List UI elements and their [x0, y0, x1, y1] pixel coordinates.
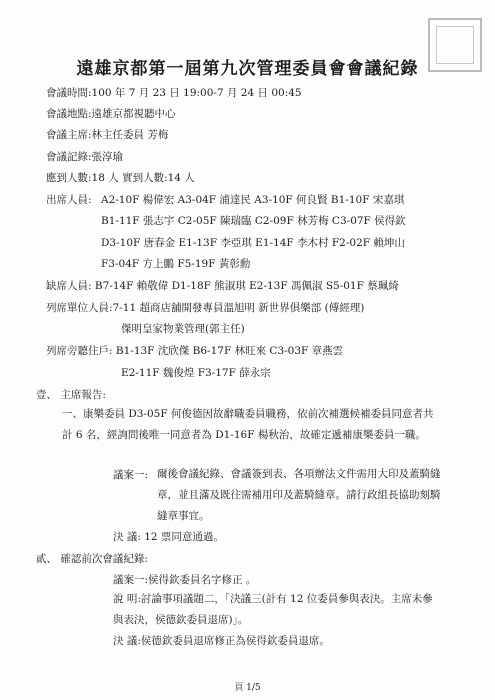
observing-residents-cont: E2-11F 魏俊煌 F3-17F 薛永宗 — [121, 367, 271, 379]
present-label: 出席人員: — [46, 194, 92, 206]
report-item: 一、康樂委員 D3-05F 何俊德因故辭職委員職務，依前次補選候補委員同意者共計 6 名，經詢問後唯一同意者為 D1-16F 楊秋治，故確定遞補康樂委員一職。 — [62, 408, 434, 441]
present-line: F3-04F 方上鵬 F5-19F 黃彰勳 — [101, 258, 251, 270]
page-number: 頁 1/5 — [234, 683, 261, 693]
explanation: 說 明:討論事項議題二，「決議三(計有 12 位委員參與表決。主席未參與表決，侯德欽委員退席)」。 — [113, 593, 433, 626]
present-line: A2-10F 楊偉宏 A3-04F 浦達民 A3-10F 何良賢 B1-10F 宋嘉琪 — [101, 194, 405, 206]
attending-units-cont: 傑明皇家物業管理(郭主任) — [121, 323, 245, 335]
meeting-chair: 會議主席:林主任委員 芳梅 — [46, 129, 169, 141]
section-heading: 壹、 主席報告: — [36, 389, 106, 401]
observing-residents: 列席旁聽住戶: B1-13F 沈欣傑 B6-17F 林旺來 C3-03F 章燕雲 — [46, 345, 344, 357]
document-title: 遠雄京都第一屆第九次管理委員會會議紀錄 — [76, 59, 419, 79]
present-line: D3-10F 唐春金 E1-13F 李亞琪 E1-14F 李木村 F2-02F 賴坤山 — [101, 237, 405, 249]
meeting-recorder: 會議記錄:張淳瑜 — [46, 151, 124, 163]
resolution: 決 議:侯德欽委員退席修正為侯得欽委員退席。 — [113, 635, 330, 647]
case-line: 議案一:侯得欽委員名字修正 。 — [113, 574, 257, 586]
attendance-count: 應到人數:18 人 實到人數:14 人 — [46, 172, 195, 184]
resolution: 決 議: 12 票同意通過。 — [113, 531, 224, 543]
meeting-time: 會議時間:100 年 7 月 23 日 19:00-7 月 24 日 00:45 — [46, 87, 302, 99]
section-heading: 貳、 確認前次會議紀錄: — [36, 553, 148, 565]
attending-units: 列席單位人員:7-11 超商店舖開發專員溫旭明 新世界俱樂部 (傅經理) — [46, 302, 365, 314]
case-text: 爾後會議紀錄、會議簽到表、各項辦法文件需用大印及蓋騎縫章，並且滿及既往需補用印及蓋騎縫章。請行政組長協助刻騎縫章事宜。 — [157, 468, 441, 522]
meeting-place: 會議地點:遠雄京都視聽中心 — [46, 108, 176, 120]
case-label: 議案一: — [113, 469, 149, 481]
present-line: B1-11F 張志宇 C2-05F 陳瑞臨 C2-09F 林芳梅 C3-07F 侯得欽 — [101, 215, 406, 227]
absent-members: 缺席人員: B7-14F 賴敬偉 D1-18F 熊淑琪 E2-13F 馮佩淑 S5-01F 蔡珮綺 — [46, 280, 399, 292]
